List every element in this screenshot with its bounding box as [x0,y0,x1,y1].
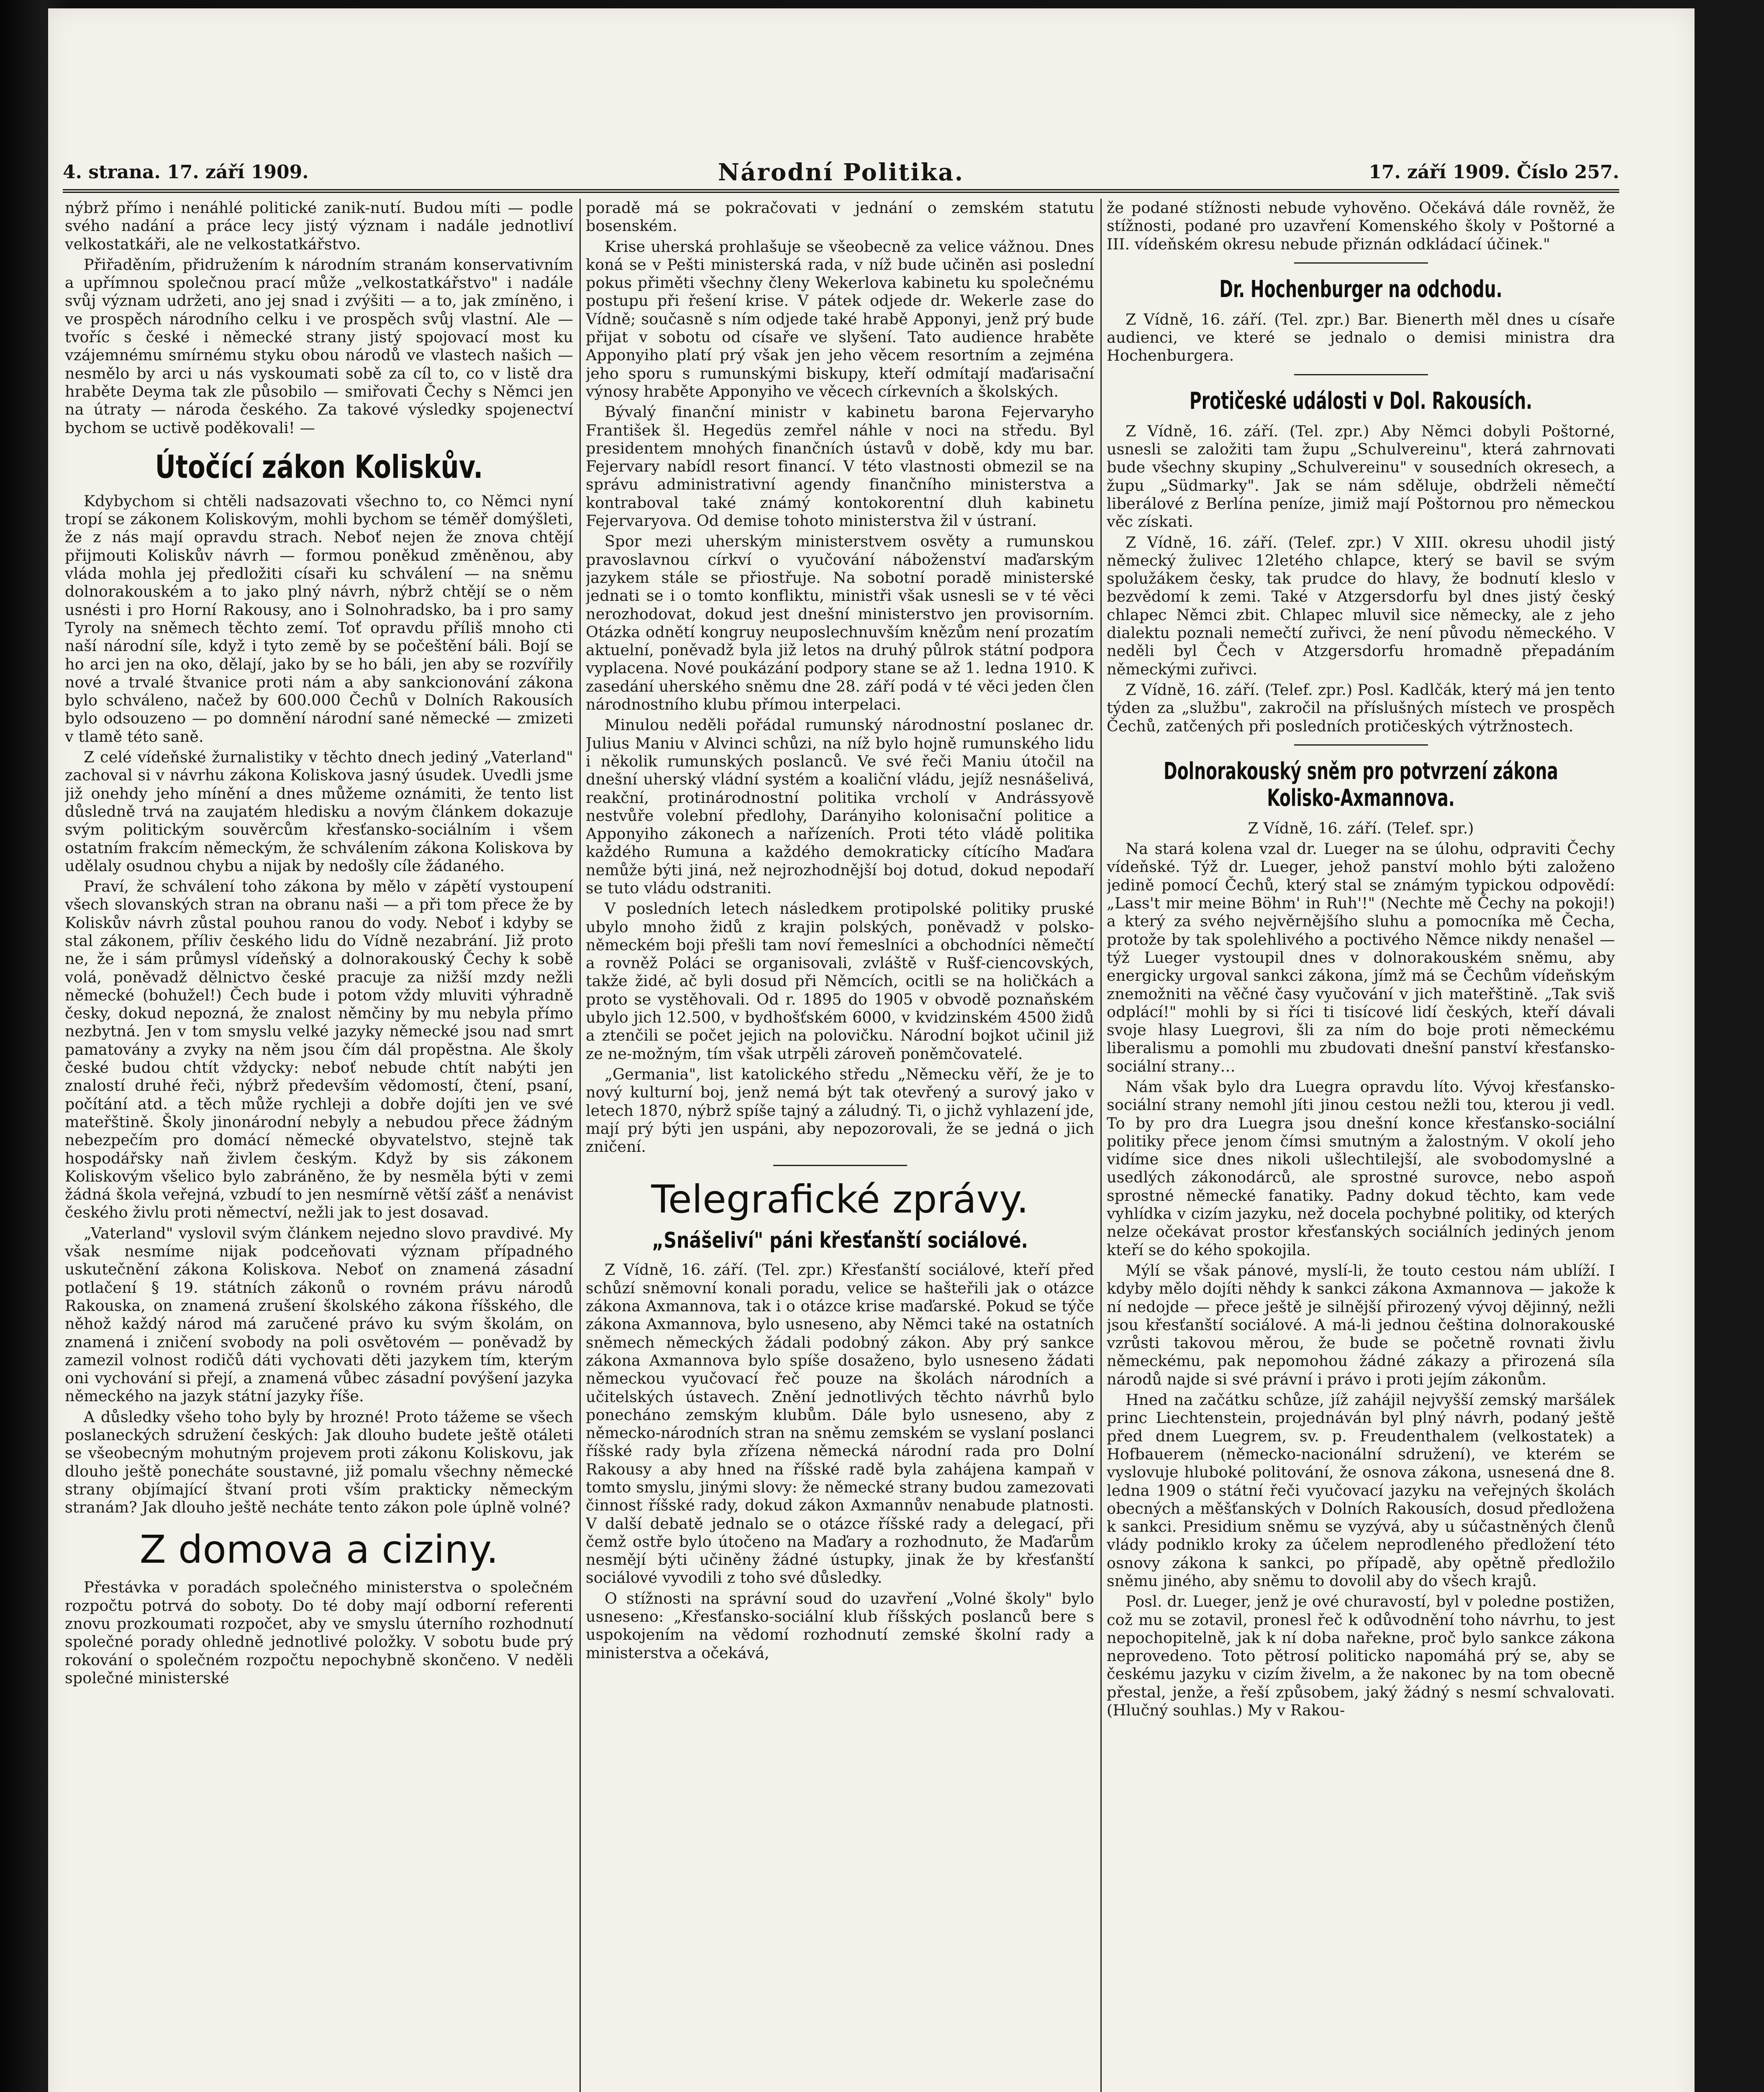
column-3 [1107,199,1615,2092]
paragraph: Z Vídně, 16. září. (Tel. zpr.) Křesťanští sociálové, kteří před schůzí sněmovní konali poradu, velice se hašteřili jak o otázce zákona Axmannova, tak i o otázce krise maďarské. Pokud se týče zákona Axmannova, bylo usneseno, aby Němci také na ostatních sněmech německých žádali podobný zákon. Aby prý sankce zákona Axmannova bylo spíše dosaženo, bylo usneseno žádati německou vyučovací řeč pouze na školách národních a učitelských ústavech. Znění jednotlivých těchto návrhů bylo ponecháno zemským klubům. Dále bylo usneseno, aby z německo-národních stran na sněmu zemském se vyslaní poslanci říšské rady byla zřízena německá národní rada pro Dolní Rakousy a aby hned na říšské radě byla zahájena kampaň v tomto smyslu, jinými slovy: že německé strany budou zamezovati činnost říšské rady, dokud zákon Axmannův nenabude platnosti. V další debatě jednalo se o otázce říšské rady a delegací, při čemž ostře bylo útočeno na Maďary a rozhodnuto, že Maďarům nesmějí býti učiněny žádné ústupky, jinak že by křesťanští sociálové vyvodili z toho své důsledky. [586,1261,1094,1587]
dateline: Z Vídně, 16. září. (Telef. spr.) [1248,819,1474,837]
paragraph: A důsledky všeho toho byly by hrozné! Proto tážeme se všech poslaneckých sdružení českých: Jak dlouho budete ještě otáleti se všeobecným mohutným projevem proti zákonu Koliskovu, jak dlouho ještě ponecháte soustavné, již pomalu všechny německé strany objímající štvaní proti vším prakticky německým stranám? Jak dlouho ještě necháte tento zákon pole úplně volné? [65,1407,573,1517]
paragraph: Hned na začátku schůze, jíž zahájil nejvyšší zemský maršálek princ Liechtenstein, projednáván byl plný návrh, podaný ještě před dnem Luegrem, sv. p. Freudenthalem (velkostatek) a Hofbauerem (německo-nacionální sdružení), ve kterém se vyslovuje hluboké politování, že osnova zákona, usnesená dne 8. ledna 1909 o státní řeči vyučovací jazyku na veřejných školách obecných a měšťanských v Dolních Rakousích, dosud předložena k sankci. Presidium sněmu se vyzývá, aby u súčastněných členů vlády podniklo kroky za účelem neprodleného předložení této osnovy zákona k sankci, po případě, aby opětně předložilo sněmu jiného, aby sněmu to dovolil aby do všech krajů. [1107,1391,1615,1590]
paragraph: Z Vídně, 16. září. (Tel. zpr.) Aby Němci dobyli Poštorné, usnesli se založiti tam župu „Schulvereinu", která zahrnovati bude všechny skupiny „Schulvereinu" v sousedních okresech, a župu „Südmarky". Jak se nám sděluje, obdrželi němečtí liberálové z Berlína peníze, jimiž mají Poštornou pro německou věc získati. [1107,422,1615,531]
separator [1294,744,1428,746]
article-heading: Dolnorakouský sněm pro potvrzení zákona Kolisko-Axmannova. [1164,757,1558,812]
paragraph: Krise uherská prohlašuje se všeobecně za velice vážnou. Dnes koná se v Pešti ministerská rada, v níž bude učiněn asi poslední pokus přiměti všechny členy Wekerlova kabinetu ku společnému postupu při řešení krise. V pátek odjede dr. Wekerle zase do Vídně; současně s ním odjede také hrabě Apponyi, jenž prý bude přijat v sobotu od císaře ve slyšení. Tato audience hraběte Apponyiho platí prý však jen jeho věcem resortním a zejména jeho sporu s rumunskými biskupy, kteří odmítají maďarisační výnosy hraběte Apponyiho ve věcech církevních a školských. [586,237,1094,400]
separator [773,1165,907,1166]
paragraph: Minulou neděli pořádal rumunský národnostní poslanec dr. Julius Maniu v Alvinci schůzi, na níž bylo hojně rumunského lidu i několik rumunských poslanců. Ve své řeči Maniu útočil na dnešní uherský vládní systém a koaliční vládu, jejíž nesnášelivá, reakční, protinárodnostní politika vrcholí v Andrássyově nestvůře volební předlohy, Darányiho kolonisační politice a Apponyiho zákonech a nařízeních. Proti této vládě politika každého Rumuna a každého demokraticky cítícího Maďara nemůže býti jiná, než nejrozhodnější boj dotud, dokud nepodaří se tuto vládu odstraniti. [586,716,1094,897]
section-heading: Z domova a ciziny. [139,1527,499,1572]
paragraph: Z Vídně, 16. září. (Telef. zpr.) V XIII. okresu uhodil jistý německý žulivec 12letého chlapce, který se bavil se svým spolužákem česky, tak prudce do hlavy, že bodnutí kleslo v bezvědomí k zemi. Také v Atzgersdorfu byl dnes jistý český chlapec Němci zbit. Chlapec mluvil sice německy, ale z jeho dialektu poznali nemečtí zuřivci, že není původu německého. V neděli byl Čech v Atzgersdorfu hromadně přepadáním německými zuřivci. [1107,533,1615,678]
article-heading: Protičeské události v Dol. Rakousích. [1189,387,1533,415]
header-left: 4. strana. 17. září 1909. [63,162,309,183]
paragraph: Z celé vídeňské žurnalistiky v těchto dnech jediný „Vaterland" zachoval si v návrhu zákona Koliskova jasný úsudek. Uvedli jsme již onehdy jeho mínění a dnes můžeme oznámiti, že tento list důsledně trvá na zaujatém hledisku a novým článkem dokazuje svým politickým souvěrcům křesťansko-sociálním i všem ostatním frakcím německým, že schválením zákona Koliskova by udělaly osudnou chybu a nijak by nedošly cíle žádaného. [65,748,573,875]
separator [1294,262,1428,264]
paragraph: Praví, že schválení toho zákona by mělo v zápětí vystoupení všech slovanských stran na obranu naši — a při tom přece že by Koliskův návrh zůstal pouhou ranou do vody. Neboť i kdyby se stal zákonem, příliv českého lidu do Vídně nezabrání. Již proto ne, že i sám průmysl vídeňský a dolnorakouský Čechy k sobě volá, poněvadž dělnictvo české pracuje za nižší mzdy nežli německé (bohužel!) Čech bude i potom vždy mluviti výhradně česky, dokud nepozná, že znalost němčiny by mu nebyla přímo nezbytná. Jen v tom smyslu velké jazyky německé jsou nad smrt pamatovány a zvyky na něm jsou čím dál propěstna. Ale školy české budou chtít vždycky: neboť nebude chtít nabýti jen znalostí druhé řeči, nýbrž především vědomostí, čtení, psaní, počítání atd. a těch může rychleji a dobře dojíti jen ve své mateřštině. Školy jinonárodní nebyly a nebudou přece žádným nebezpečím pro domácí německé obyvatelstvo, stejně tak hospodářsky naň živlem českým. Když by sis zákonem Koliskovým všelico bylo zabráněno, že by nesměla býti v zemi žádná škola veřejná, vzbudí to jen nesmírně větší zášť a nenávist českého živlu proti němectví, nežli jak to jest dosavad. [65,877,573,1222]
paragraph: Z Vídně, 16. září. (Tel. zpr.) Bar. Bienerth měl dnes u císaře audienci, ve které se jednalo o demisi ministra dra Hochenburgera. [1107,310,1615,365]
paragraph: že podané stížnosti nebude vyhověno. Očekává dále rovněž, že stížnosti, podané pro uzavření Komenského školy v Poštorné a III. vídeňském okresu nebude přiznán odkládací účinek." [1107,199,1615,253]
paragraph: Na stará kolena vzal dr. Lueger na se úlohu, odpraviti Čechy vídeňské. Týž dr. Lueger, jehož panství mohlo býti založeno jedině pomocí Čechů, který stal se známým typickou odpovědí: „Lass't mir meine Böhm' in Ruh'!" (Nechte mě Čechy na pokoji!) a který za svého nejvěrnějšího sluhu a pomocníka mě Čecha, protože by tak spolehlivého a poctivého Němce nikdy nenašel — týž Lueger vystoupil dnes v dolnorakouském sněmu, aby energicky urgoval sankci zákona, jímž má se Čechům vídeňským znemožniti na věčné časy vyučování v jich mateřštině. „Tak sviš odplácí!" mohli by si říci ti tisícové lidí českých, kteří dávali svoje hlasy Luegrovi, šli za ním do boje proti německému liberalismu a pomohli mu zbudovati dnešní panství křesťansko-sociální strany… [1107,840,1615,1075]
paragraph: Přiřaděním, přidružením k národním stranám konservativním a upřímnou společnou prací může „velkostatkářstvo" i nadále svůj význam udržeti, ano jej snad i zvýšiti — a to, jak zmíněno, i ve prospěch národního celku i ve prospěch svůj vlastní. Ale — tvoříc s české i německé strany jistý spojovací most ku vzájemnému smírnému styku obou národů ve vlastech našich — nesmělo by arci u nás vyskoumati sobě za cíl to, co v listě dra hraběte Deyma tak zle působilo — smiřovati Čechy s Němci jen na útraty — národa českého. Za takové výsledky spojenectví bychom se uctivě poděkovali! — [65,255,573,437]
paragraph: poradě má se pokračovati v jednání o zemském statutu bosenském. [586,199,1094,235]
paragraph: „Vaterland" vyslovil svým článkem nejedno slovo pravdivé. My však nesmíme nijak podceňovati význam případného uskutečnění zákona Koliskova. Neboť on znamená zásadní potlačení § 19. státních zákonů o rovném právu národů Rakouska, on znamená zrušení školského zákona říšského, dle něhož každý národ má zaručené právo ku svým školám, on znamená i zničení svobody na poli osvětovém — poněvadž by zamezil volnost rodičů dáti vychovati děti jazykem tím, kterým oni vychování si přejí, a znamená vůbec zásadní povýšení jazyka německého na jazyk státní jazyky říše. [65,1224,573,1405]
article-heading: „Snášeliví" páni křesťanští sociálové. [652,1228,1028,1254]
paragraph: Z Vídně, 16. září. (Telef. zpr.) Posl. Kadlčák, který má jen tento týden za „službu", zakročil na příslušných místech ve prospěch Čechů, zatčených při posledních protičeských výtržnostech. [1107,680,1615,735]
header-right: 17. září 1909. Číslo 257. [1369,162,1619,183]
paragraph: Kdybychom si chtěli nadsazovati všechno to, co Němci nyní tropí se zákonem Koliskovým, mohli bychom se téměř domýšleti, že z nás mají opravdu strach. Neboť nejen že znova chtějí přijmouti Koliskův návrh — formou poněkud změněnou, aby vláda mohla jej předložiti císaři ku schválení — na sněmu dolnorakouském a to jako plný návrh, nýbrž chtějí se o něm usnésti i pro Horní Rakousy, ano i Solnohradsko, ba i pro samy Tyroly na sněmech těchto zemí. Toť opravdu příliš mnoho cti naší národní síle, když i tyto země by se počeštění báli. Bojí se ho arci jen na oko, dělají, jako by se ho báli, jen aby se rozvířily nové a trvalé štvanice proti nám a aby sankcionování zákona bylo schváleno, načež by 600.000 Čechů v Dolních Rakousích bylo odsouzeno — po domnění národní sané německé — zmizeti v tlamě této saně. [65,492,573,746]
paragraph: Přestávka v poradách společného ministerstva o společném rozpočtu potrvá do soboty. Do té doby mají odborní referenti znovu prozkoumati rozpočet, aby ve smyslu úterního rozhodnutí společné porady ohledně jednotlivé položky. V sobotu bude prý rokování o společném rozpočtu nepochybně skončeno. V neděli společné ministerské [65,1578,573,1687]
article-heading: Útočící zákon Koliskův. [155,448,483,485]
paragraph: nýbrž přímo i nenáhlé politické zanik-nutí. Budou míti — podle svého nadání a práce lecy jistý význam i nadále jednotliví velkostatkáři, ale ne velkostatkářstvo. [65,199,573,253]
article-heading: Dr. Hochenburger na odchodu. [1219,275,1502,303]
paragraph: Mýlí se však pánové, myslí-li, že touto cestou nám ublíží. I kdyby mělo dojíti něhdy k sankci zákona Axmannova — jakože k ní nedojde — přece ještě je silnější přirozený vývoj dějinný, nežli jsou křesťanští sociálové. A má-li jednou čeština dolnorakouské vzrůsti takovou měrou, že bude se početně rovnati živlu německému, pak nepomohou žádné zákazy a přirozená síla národů najde si své právní i právo i proti jejím zákonům. [1107,1261,1615,1388]
page-header [63,160,1619,193]
masthead-title: Národní Politika. [718,159,964,186]
paragraph: V posledních letech následkem protipolské politiky pruské ubylo mnoho židů z krajin polských, poněvadž v polsko-německém boji přešli tam noví řemeslníci a obchodníci němečtí a rovněž Poláci se organisovali, zvláště v Rušf-ciencovských, takže židé, ač byli dosud při Němcích, ocitli se na holičkách a proto se vystěhovali. Od r. 1895 do 1905 v obvodě poznaňském ubylo jich 12.500, v bydhošťském 6000, v kvidzinském 4500 židů a ztenčili se počet jejich na polovičku. Národní bojkot učinil již ze ne-možným, tím však utrpěli zároveň poněmčovatelé. [586,900,1094,1063]
paragraph: „Germania", list katolického středu „Německu věří, že je to nový kulturní boj, jenž nemá být tak otevřený a surový jako v letech 1870, nýbrž spíše tajný a záludný. Ti, o jichž vyhlazení jde, mají prý býti jen uspáni, aby nepozorovali, že se jedná o jich zničení. [586,1065,1094,1156]
column-rule [1100,199,1102,2092]
column-rule [579,199,581,2092]
separator [1294,374,1428,375]
paragraph: Spor mezi uherským ministerstvem osvěty a rumunskou pravoslavnou církví o vyučování náboženství maďarským jazykem stále se přiostřuje. Na sobotní poradě ministerské jednati se i o tomto konfliktu, ministři však usnesli se v té věci nerozhodovat, dokud jest dnešní ministerstvo jen provisorním. Otázka odnětí kongruy neuposlechnuvším knězům není prozatím aktuelní, poněvadž byla již letos na druhý půlrok státní podpora vyplacena. Nové poukázání podpory stane se až 1. ledna 1910. K zasedání uherského sněmu dne 28. září podá v té věci jeden člen národnostního klubu přímou interpelaci. [586,532,1094,714]
column-2 [586,199,1094,2092]
paragraph: Bývalý finanční ministr v kabinetu barona Fejervaryho František šl. Hegedüs zemřel náhle v noci na středu. Byl presidentem mnohých finančních ústavů v době, kdy mu bar. Fejervary nabídl resort financí. V této vlastnosti obmezil se na správu administrativní agendy finančního ministerstva a kontraboval také známý kontokorentní dluh kabinetu Fejervaryova. Od demise tohoto ministerstva žil v ústraní. [586,403,1094,530]
paragraph: Nám však bylo dra Luegra opravdu líto. Vývoj křesťansko-sociální strany nemohl jíti jinou cestou nežli tou, kterou ji vedl. To by pro dra Luegra jsou dnešní konce křesťansko-sociální politiky přece jenom čímsi smutným a žalostným. V okolí jeho vidíme sice dnes nikoli ušlechtilejší, ale svobodomyslné a usedlých zákonodárců, ale sprostné surovce, nebo aspoň sprostné německé fanatiky. Padny dokud těchto, kam vede vyhlídka v cizím jazyku, než docela pochybné politiky, od kterých nelze očekávat prostor křesťanských sociálních jediných jenom kteří se do kého spokojila. [1107,1077,1615,1259]
section-heading: Telegrafické zprávy. [651,1177,1029,1222]
paragraph: O stížnosti na správní soud do uzavření „Volné školy" bylo usneseno: „Křesťansko-sociální klub říšských poslanců bere s uspokojením na vědomí rozhodnutí zemské školní rady a ministerstva a očekává, [586,1589,1094,1662]
paragraph: Posl. dr. Lueger, jenž je ové churavostí, byl v poledne postižen, což mu se zotavil, pronesl řeč k odůvodnění toho návrhu, to jest nepochopitelně, jak k ní doba nařekne, proč bylo sankce zákona neprovedeno. Toto pětrosí politicko napomáhá prý se, aby se českému jazyku v cizím živelm, a že nakonec by na tom obecně přestal, jenže, a řeší způsobem, jaký žádný s nesmí schvalovati. (Hlučný souhlas.) My v Rakou- [1107,1592,1615,1720]
column-1 [65,199,573,2092]
